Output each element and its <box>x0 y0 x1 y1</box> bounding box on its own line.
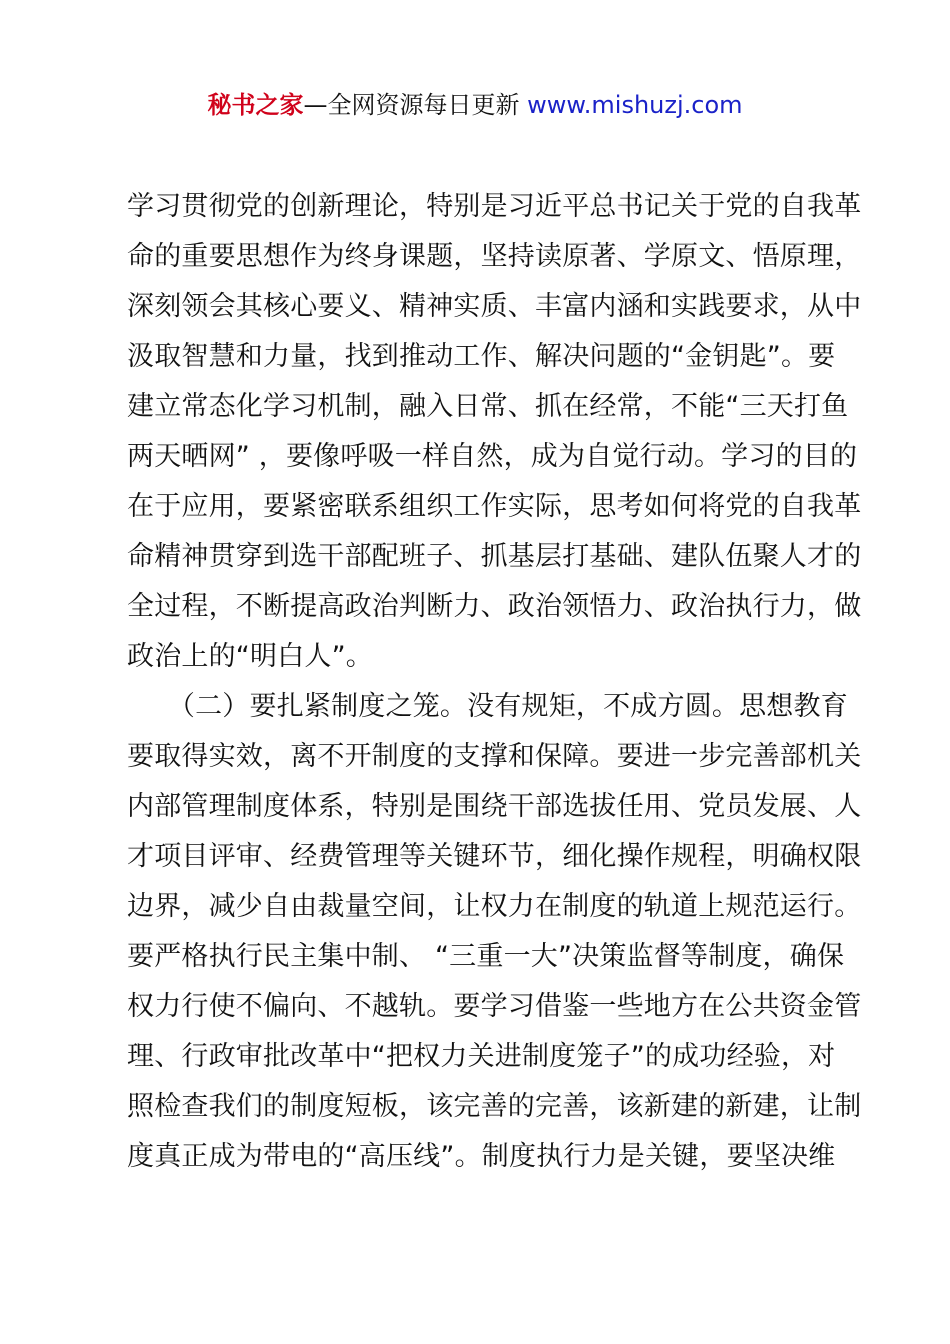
text-line: 学习贯彻党的创新理论，特别是习近平总书记关于党的自我革 <box>127 191 862 222</box>
text-line: 政治上的“明白人”。 <box>127 641 373 672</box>
brand-name: 秘书之家 <box>207 91 304 119</box>
text-line: 建立常态化学习机制，融入日常、抓在经常，不能“三天打鱼 <box>127 391 849 422</box>
text-line: 命精神贯穿到选干部配班子、抓基层打基础、建队伍聚人才的 <box>127 541 862 572</box>
text-line: 权力行使不偏向、不越轨。要学习借鉴一些地方在公共资金管 <box>127 991 862 1022</box>
text-line: 内部管理制度体系，特别是围绕干部选拔任用、党员发展、人 <box>127 791 862 822</box>
text-line: 边界，减少自由裁量空间，让权力在制度的轨道上规范运行。 <box>127 891 862 922</box>
text-line: 两天晒网” ，要像呼吸一样自然，成为自觉行动。学习的目的 <box>127 441 858 472</box>
text-line: 照检查我们的制度短板，该完善的完善，该新建的新建，让制 <box>127 1091 862 1122</box>
text-line: 度真正成为带电的“高压线”。制度执行力是关键，要坚决维 <box>127 1141 836 1172</box>
text-line: 理、行政审批改革中“把权力关进制度笼子”的成功经验，对 <box>127 1041 836 1072</box>
header-tagline: —全网资源每日更新 <box>303 91 528 119</box>
text-line: 全过程，不断提高政治判断力、政治领悟力、政治执行力，做 <box>127 591 862 622</box>
text-line: 深刻领会其核心要义、精神实质、丰富内涵和实践要求，从中 <box>127 291 862 322</box>
text-line: 才项目评审、经费管理等关键环节，细化操作规程，明确权限 <box>127 841 862 872</box>
document-body <box>127 182 862 1182</box>
page-header <box>0 88 950 122</box>
text-line: 要严格执行民主集中制、 “三重一大”决策监督等制度，确保 <box>127 941 845 972</box>
text-line: 命的重要思想作为终身课题，坚持读原著、学原文、悟原理， <box>127 241 862 272</box>
text-line: 要取得实效，离不开制度的支撑和保障。要进一步完善部机关 <box>127 741 862 772</box>
website-link[interactable]: www.mishuzj.com <box>527 91 743 119</box>
text-line: （二）要扎紧制度之笼。没有规矩，不成方圆。思想教育 <box>127 691 848 722</box>
text-line: 汲取智慧和力量，找到推动工作、解决问题的“金钥匙”。要 <box>127 341 836 372</box>
text-line: 在于应用，要紧密联系组织工作实际，思考如何将党的自我革 <box>127 491 862 522</box>
